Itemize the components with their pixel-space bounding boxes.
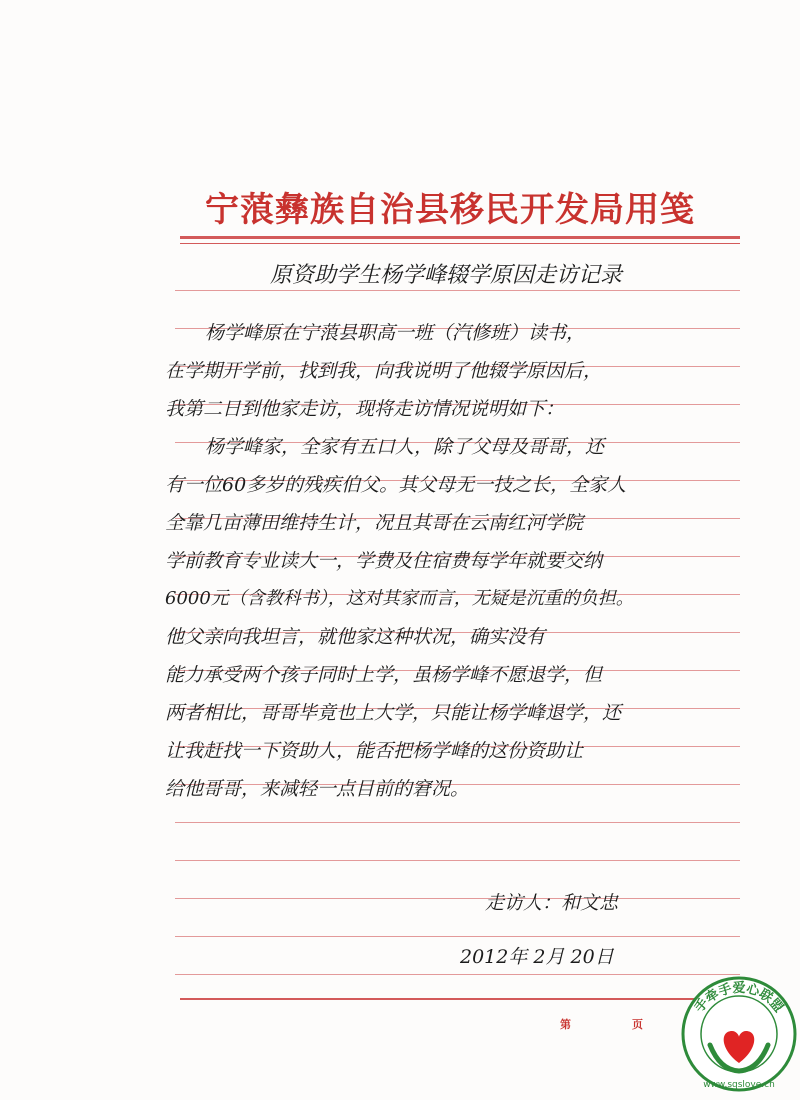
logo-ring-text: 手牵手爱心联盟 [692, 981, 786, 1016]
page-label-di: 第 [560, 1018, 571, 1031]
ruled-line [175, 936, 740, 937]
signature-date: 2012年 2月 20日 [460, 946, 614, 968]
ruled-line [175, 822, 740, 823]
body-line: 让我赶找一下资助人，能否把杨学峰的这份资助让 [165, 740, 584, 762]
body-line: 有一位60多岁的残疾伯父。其父母无一技之长，全家人 [165, 474, 627, 496]
footer-rule [180, 998, 740, 1000]
body-line: 杨学峰原在宁蒗县职高一班（汽修班）读书， [205, 322, 586, 344]
letterhead-rule [180, 236, 740, 239]
body-line: 在学期开学前，找到我，向我说明了他辍学原因后， [165, 360, 603, 382]
ruled-line [175, 860, 740, 861]
body-line: 给他哥哥，来减轻一点目前的窘况。 [165, 778, 470, 800]
body-line: 他父亲向我坦言，就他家这种状况，确实没有 [165, 626, 546, 648]
letterhead-title: 宁蒗彝族自治县移民开发局用笺 [205, 190, 695, 230]
body-line: 我第二日到他家走访，现将走访情况说明如下： [165, 398, 565, 420]
logo-url: www.sqslove.cn [703, 1080, 775, 1090]
body-line: 杨学峰家，全家有五口人，除了父母及哥哥，还 [205, 436, 605, 458]
ruled-line [175, 974, 740, 975]
body-line: 学前教育专业读大一，学费及住宿费每学年就要交纳 [165, 550, 603, 572]
ruled-line [175, 898, 740, 899]
page-label-ye: 页 [632, 1018, 643, 1031]
visitor-signature: 走访人：和文忠 [485, 892, 619, 914]
body-line: 6000元（含教科书），这对其家而言，无疑是沉重的负担。 [165, 588, 634, 609]
body-line: 能力承受两个孩子同时上学，虽杨学峰不愿退学，但 [165, 664, 603, 686]
record-title: 原资助学生杨学峰辍学原因走访记录 [270, 263, 623, 288]
body-line: 两者相比，哥哥毕竟也上大学，只能让杨学峰退学，还 [165, 702, 622, 724]
charity-logo [680, 975, 798, 1093]
letterhead-rule-thin [180, 243, 740, 244]
ruled-line [175, 290, 740, 291]
body-line: 全靠几亩薄田维持生计，况且其哥在云南红河学院 [165, 512, 584, 534]
